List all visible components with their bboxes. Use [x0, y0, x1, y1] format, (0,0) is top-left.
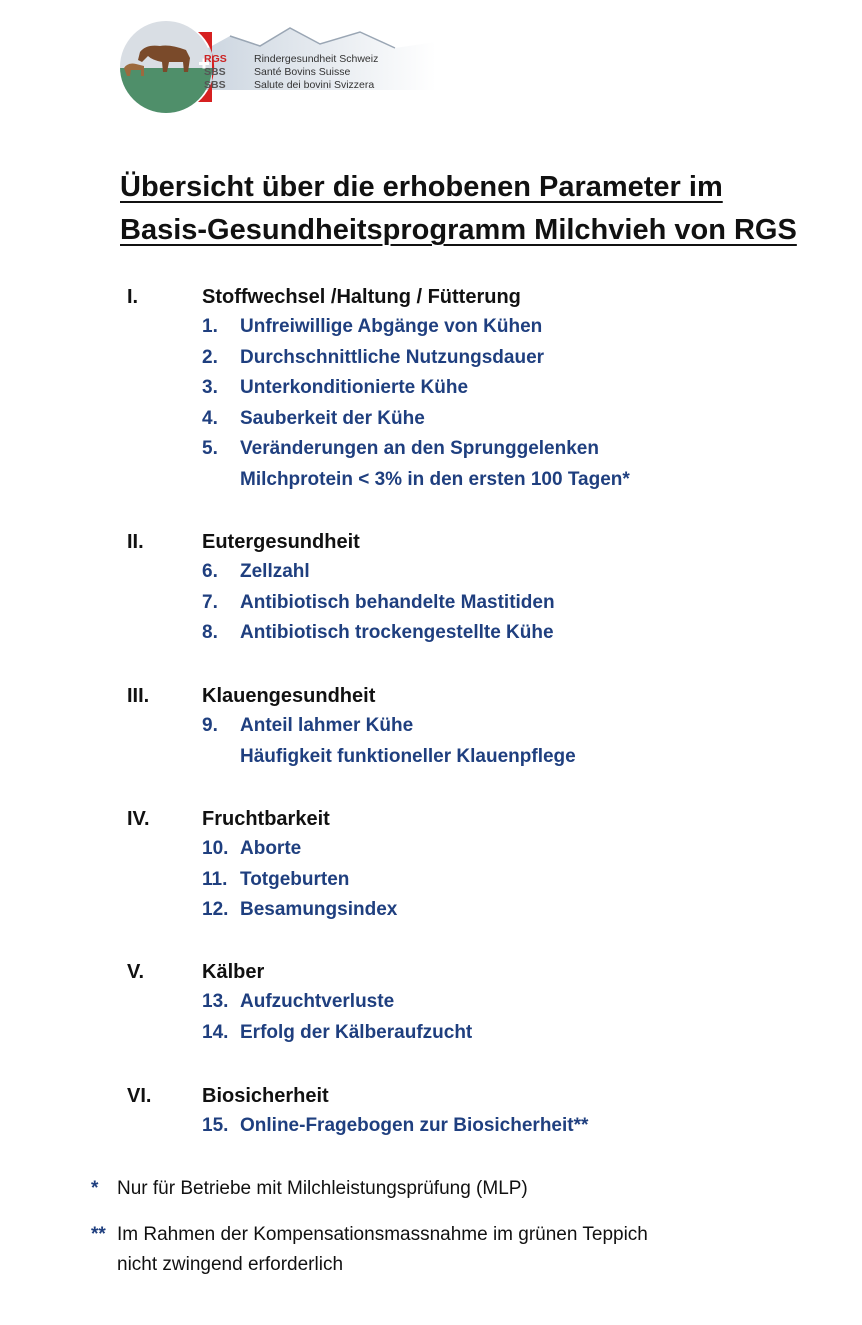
item-label: Häufigkeit funktioneller Klauenpflege	[240, 745, 576, 767]
item-label: Online-Fragebogen zur Biosicherheit**	[240, 1115, 589, 1136]
logo-name-fr: Santé Bovins Suisse	[254, 66, 351, 78]
list-item	[127, 899, 827, 930]
list-item	[127, 561, 827, 592]
item-number: 13.	[202, 991, 229, 1012]
item-label: Anteil lahmer Kühe	[240, 715, 414, 736]
list-item	[127, 715, 827, 746]
item-label: Aborte	[240, 838, 302, 859]
section-numeral: III.	[127, 685, 150, 707]
list-item	[127, 408, 827, 439]
list-item	[127, 838, 827, 869]
list-item	[127, 1115, 827, 1146]
section-numeral: I.	[127, 286, 139, 308]
section-title: Eutergesundheit	[202, 531, 360, 553]
item-label: Antibiotisch trockengestellte Kühe	[240, 622, 554, 643]
section-title: Biosicherheit	[202, 1085, 329, 1107]
list-item	[127, 592, 827, 623]
item-number: 8.	[202, 622, 218, 643]
section-title: Stoffwechsel /Haltung / Fütterung	[202, 286, 521, 308]
section-kaelber	[127, 961, 827, 1052]
list-item	[127, 622, 827, 653]
list-item	[127, 347, 827, 378]
list-item	[127, 377, 827, 408]
section-klauengesundheit	[127, 685, 827, 776]
item-label: Besamungsindex	[240, 899, 398, 920]
section-title: Klauengesundheit	[202, 685, 376, 707]
footnote-text: Nur für Betriebe mit Milchleistungsprüfung (MLP)	[117, 1178, 528, 1199]
logo-name-de: Rindergesundheit Schweiz	[254, 53, 379, 65]
footnote-mark: *	[91, 1178, 99, 1199]
item-number: 14.	[202, 1021, 229, 1043]
list-item	[127, 316, 827, 347]
section-numeral: VI.	[127, 1085, 152, 1107]
footnote-text-line-2: nicht zwingend erforderlich	[117, 1254, 344, 1275]
section-eutergesundheit	[127, 531, 827, 653]
item-label: Veränderungen an den Sprunggelenken	[240, 438, 599, 459]
item-label: Unterkonditionierte Kühe	[240, 377, 469, 398]
item-label: Sauberkeit der Kühe	[240, 407, 425, 429]
item-number: 2.	[202, 346, 218, 368]
rgs-logo	[120, 18, 436, 116]
item-number: 1.	[202, 316, 218, 337]
item-label: Milchprotein < 3% in den ersten 100 Tagen*	[240, 468, 630, 490]
section-biosicherheit	[127, 1085, 827, 1146]
item-label: Unfreiwillige Abgänge von Kühen	[240, 316, 543, 337]
item-number: 5.	[202, 438, 218, 459]
section-title: Fruchtbarkeit	[202, 808, 330, 830]
item-label: Aufzuchtverluste	[240, 991, 395, 1012]
cow-circle	[120, 18, 212, 116]
logo-abbr-sbs-it: SBS	[204, 79, 226, 91]
item-label: Totgeburten	[240, 868, 350, 890]
list-item	[127, 869, 827, 900]
item-number: 6.	[202, 561, 218, 582]
item-label: Zellzahl	[240, 561, 310, 582]
item-number: 3.	[202, 377, 218, 398]
footnote-mark: **	[91, 1224, 106, 1245]
title-line-2: Basis-Gesundheitsprogramm Milchvieh von RGS	[120, 214, 797, 246]
footnote-text-line-1: Im Rahmen der Kompensationsmassnahme im grünen Teppich	[117, 1224, 648, 1245]
item-label: Durchschnittliche Nutzungsdauer	[240, 346, 545, 368]
item-number: 4.	[202, 407, 218, 429]
item-number: 12.	[202, 899, 229, 920]
list-item	[127, 991, 827, 1022]
item-label: Erfolg der Kälberaufzucht	[240, 1021, 473, 1043]
footnote-kompensation	[91, 1224, 791, 1280]
logo-abbr-rgs: RGS	[204, 53, 227, 65]
item-number: 9.	[202, 715, 218, 736]
section-fruchtbarkeit	[127, 808, 827, 930]
item-number: 10.	[202, 838, 229, 859]
section-numeral: V.	[127, 961, 145, 983]
section-stoffwechsel	[127, 286, 827, 499]
page-title	[120, 166, 820, 252]
list-item	[127, 1022, 827, 1053]
item-number: 7.	[202, 591, 218, 613]
section-numeral: IV.	[127, 808, 150, 830]
section-numeral: II.	[127, 531, 144, 553]
list-item	[127, 746, 827, 777]
list-item	[127, 469, 827, 500]
item-label: Antibiotisch behandelte Mastitiden	[240, 591, 555, 613]
logo-abbr-sbs-fr: SBS	[204, 66, 226, 78]
footnote-mlp	[91, 1178, 791, 1204]
list-item	[127, 438, 827, 469]
section-title: Kälber	[202, 961, 265, 983]
item-number: 11.	[202, 868, 228, 890]
logo-name-it: Salute dei bovini Svizzera	[254, 79, 375, 91]
item-number: 15.	[202, 1115, 229, 1136]
title-line-1: Übersicht über die erhobenen Parameter im	[120, 171, 723, 203]
